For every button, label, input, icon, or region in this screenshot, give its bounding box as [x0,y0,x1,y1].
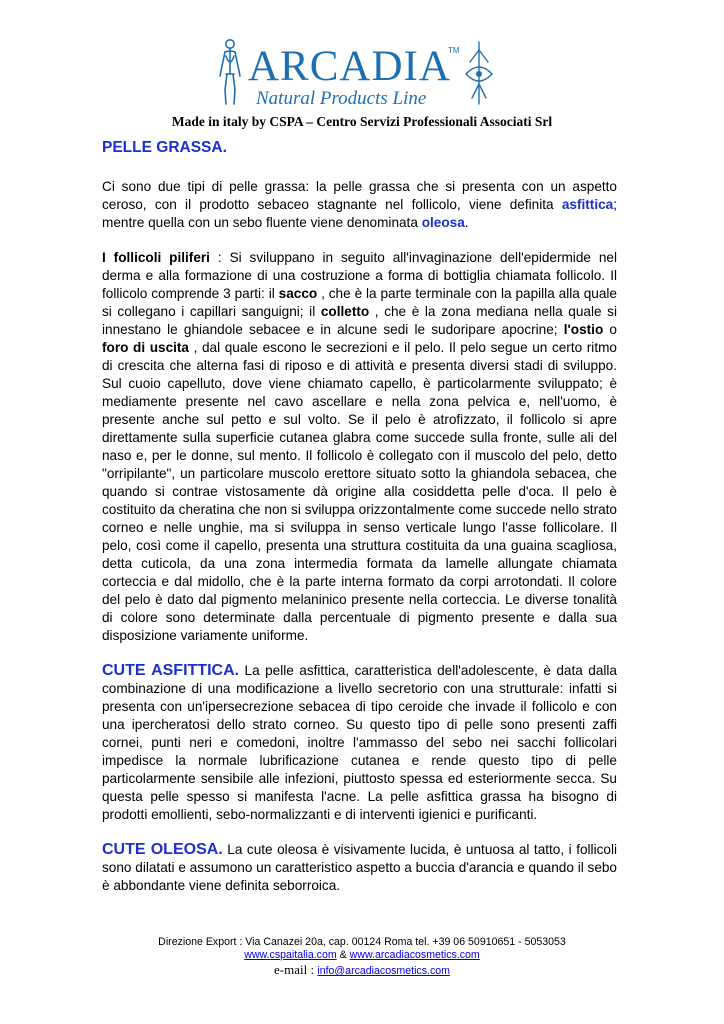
page-title: PELLE GRASSA. [102,139,227,156]
footer-ampersand: & [339,949,347,961]
follicoli-text-5: , dal quale escono le secrezioni e il pelo. Il pelo segue un certo ritmo di crescita che alterna fasi di riposo e di attività e presenta diversi stadi di sviluppo. Sul cuoio capelluto, dove viene chiamato capello, è particolarmente sviluppato; è mediamente presente nel cavo ascellare e nella zona pelvica e, nell'uomo, è presente anche sul petto e sul volto. Se il pelo è atrofizzato, il follicolo si apre direttamente sulla superficie cutanea glabra come succede sulla fronte, sulle ali del naso e, per le donne, sul mento. Il follicolo è collegato con il muscolo del pelo, detto "orripilante", un particolare muscolo erettore situato sotto la ghiandola sebacea, che quando si contrae vistosamente dà origine alla cosiddetta pelle d'oca. Il pelo è costituito da cheratina che non si sviluppa orizzontalmente come succede nello strato corneo e nelle unghie, ma si sviluppa in senso verticale lungo l'asse follicolare. Il pelo, così come il capello, presenta una struttura costituita da una guaina scagliosa, detta cuticola, da una zona intermedia formata da lamelle allungate chiamata corteccia e dal midollo, che è la parte interna formato da corpi arrotondati. Il colore del pelo è dato dal pigmento melaninico presente nella corteccia. Le diverse tonalità di colore sono determinate dalla percentuale di pigmento presente e dalla sua disposizione variamente uniforme. [102,340,617,643]
asfittica-text: La pelle asfittica, caratteristica dell'adolescente, è data dalla combinazione di una modificazione a livello secretorio con una strutturale: infatti si presenta con un'ipersecrezione sebacea di tipo ceroide che invade il follicolo e con una ipercheratosi dello strato corneo. Su questo tipo di pelle sono presenti zaffi cornei, punti neri e comedoni, inoltre l'ammasso del sebo nei sacchi follicolari impedisce la normale lubrificazione cutanea e rende questo tipo di pelle particolarmente sensibile alle infezioni, piuttosto spessa ed esteriormente secca. Su questa pelle spesso si manifesta l'acne. La pelle asfittica grassa ha bisogno di prodotti emollienti, sebo-normalizzanti e di interventi igienici e purificanti. [102,663,617,822]
arcadiacosmetics-link[interactable]: www.arcadiacosmetics.com [349,949,480,961]
follicoli-text-4: o [603,322,617,337]
human-figure-icon [216,38,244,106]
footer-address: Direzione Export : Via Canazei 20a, cap. 00124 Roma tel. +39 06 50910651 - 5053053 [158,936,566,948]
arcadia-logo [216,38,512,110]
term-ostio: l'ostio [563,322,604,337]
cspaitalia-link[interactable]: www.cspaitalia.com [244,949,337,961]
term-foro-di-uscita: foro di uscita [102,340,189,355]
section-heading-oleosa: CUTE OLEOSA. [102,841,223,858]
email-label: e-mail : [274,962,318,977]
logo-wordmark: ARCADIA [248,43,451,90]
term-colletto: colletto [320,304,370,319]
section-heading-asfittica: CUTE ASFITTICA. [102,662,240,679]
page-footer [0,936,724,979]
follicoli-text-1: : Si sviluppano in seguito all'invaginazione dell'epidermide nel derma e alla formazione di una costruzione a forma di bottiglia chiamata follicolo. Il follicolo comprende 3 parti: il [102,250,617,301]
follicoli-paragraph [102,249,617,645]
intro-text-3: . [464,215,469,230]
term-asfittica: asfittica [561,197,614,212]
footer-links [0,949,724,962]
oleosa-text: La cute oleosa è visivamente lucida, è untuosa al tatto, i follicoli sono dilatati e assumono un caratteristico aspetto a buccia d'arancia e quando il sebo è abbondante viene definita seborroica. [102,842,617,893]
footer-email-line [0,962,724,979]
follicoli-heading: I follicoli piliferi [102,250,210,265]
intro-paragraph [102,178,617,232]
leaf-emblem-icon [462,40,496,106]
intro-text-2: ; mentre quella con un sebo fluente viene denominata [102,197,617,230]
asfittica-paragraph [102,662,617,824]
article-body [102,138,617,912]
email-link[interactable]: info@arcadiacosmetics.com [317,965,450,977]
logo-tagline: Natural Products Line [256,88,427,109]
follicoli-text-3: , che è la zona mediana nella quale si innestano le ghiandole sebacee e in alcune sedi le sudoripare apocrine; [102,304,617,337]
oleosa-paragraph [102,841,617,895]
made-in-line: Made in italy by CSPA – Centro Servizi Professionali Associati Srl [171,114,553,129]
term-oleosa: oleosa [421,215,465,230]
term-sacco: sacco [278,286,318,301]
trademark-symbol: TM [448,46,460,55]
intro-text-1: Ci sono due tipi di pelle grassa: la pelle grassa che si presenta con un aspetto ceroso, con il prodotto sebaceo stagnante nel follicolo, viene definita [102,179,617,212]
follicoli-text-2: , che è la parte terminale con la papilla alla quale si collegano i capillari sanguigni; il [102,286,617,319]
